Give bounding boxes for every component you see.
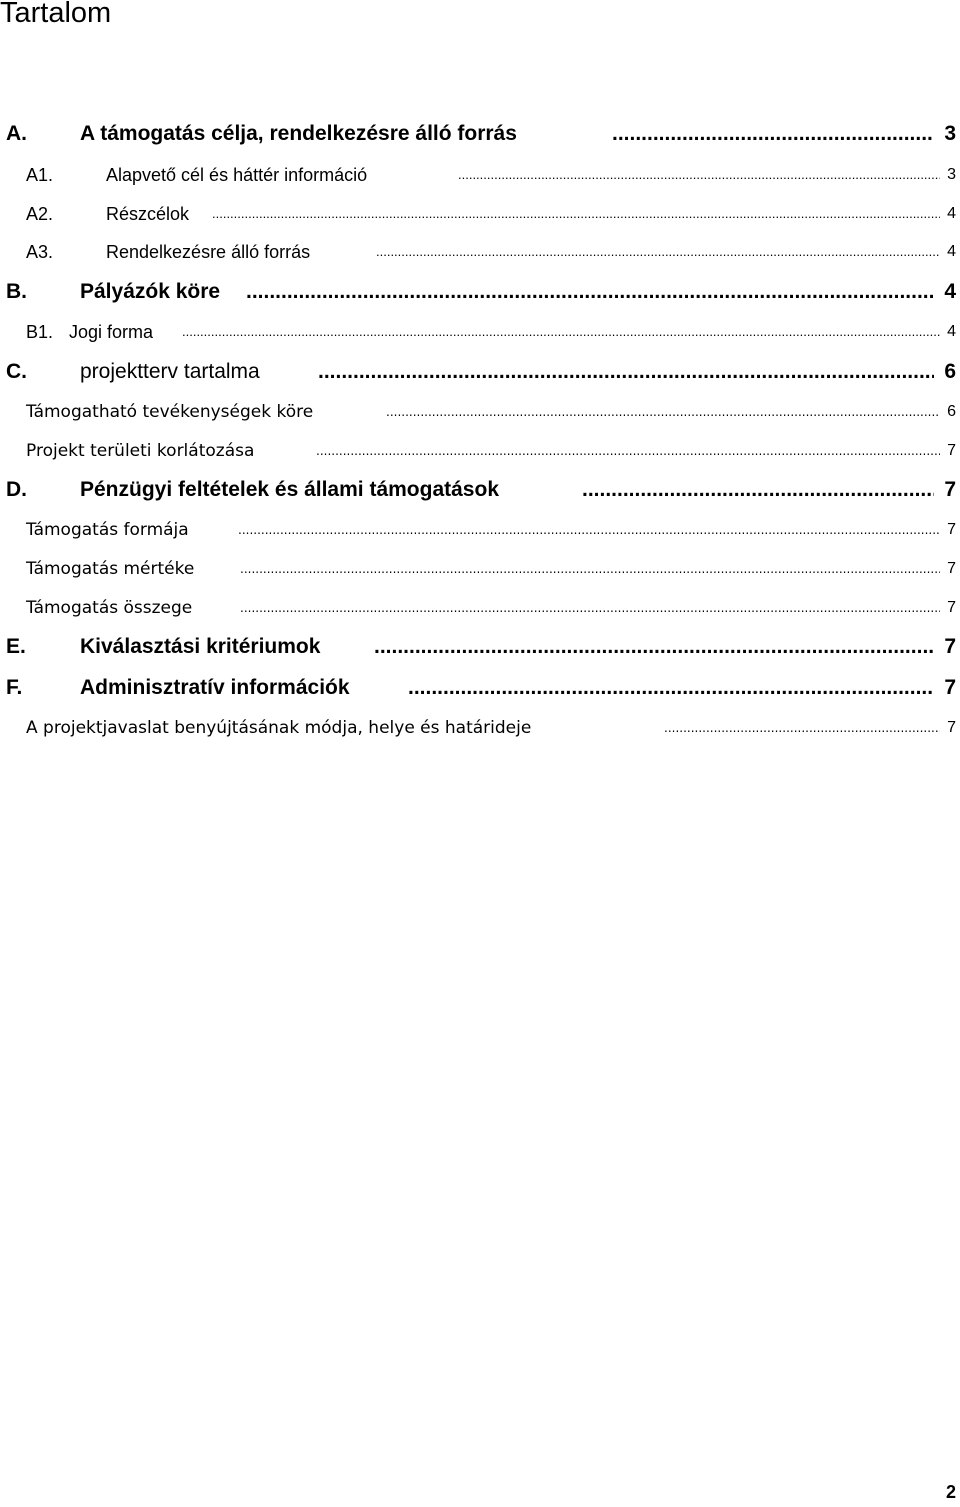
toc-entry-a3[interactable] [0, 240, 960, 266]
toc-entry-number: A3. [26, 242, 54, 262]
toc-entry-label: Jogi forma [69, 322, 154, 342]
toc-dot-leader [664, 716, 940, 736]
toc-entry-label: Projekt területi korlátozása [26, 441, 255, 461]
toc-entry-number: A1. [26, 165, 54, 185]
toc-entry-page: 6 [947, 403, 956, 420]
toc-entry-tamogatas-merteke[interactable] [0, 557, 960, 583]
toc-entry-b1[interactable] [0, 320, 960, 346]
toc-dot-leader [240, 596, 940, 616]
page-number: 2 [945, 1482, 956, 1502]
toc-entry-label: Alapvető cél és háttér információ [106, 165, 368, 185]
toc-entry-number: A2. [26, 204, 54, 224]
toc-entry-label: Támogatható tevékenységek köre [26, 402, 314, 422]
toc-entry-page: 7 [944, 676, 956, 699]
toc-entry-number: B1. [26, 322, 54, 342]
toc-dot-leader [246, 279, 934, 299]
toc-entry-label: Pénzügyi feltételek és állami támogatások [80, 478, 499, 501]
toc-entry-number: C. [6, 360, 27, 383]
toc-entry-page: 4 [947, 205, 956, 222]
toc-dot-leader [386, 400, 940, 420]
toc-entry-page: 7 [947, 521, 956, 538]
toc-entry-d[interactable] [0, 477, 960, 503]
toc-dot-leader [374, 634, 934, 654]
toc-entry-label: Rendelkezésre álló forrás [106, 242, 311, 262]
toc-entry-label: Pályázók köre [80, 280, 221, 303]
toc-dot-leader [612, 121, 934, 141]
toc-entry-number: D. [6, 478, 27, 501]
toc-entry-label: Támogatás összege [26, 598, 193, 618]
toc-entry-label: A támogatás célja, rendelkezésre álló forrás [80, 122, 517, 145]
toc-entry-a1[interactable] [0, 163, 960, 189]
toc-dot-leader [316, 439, 940, 459]
toc-entry-number: E. [6, 635, 26, 658]
toc-entry-page: 7 [944, 635, 956, 658]
toc-entry-b[interactable] [0, 279, 960, 305]
toc-dot-leader [240, 557, 940, 577]
toc-entry-label: Támogatás mértéke [26, 559, 195, 579]
toc-entry-label: Adminisztratív információk [80, 676, 350, 699]
toc-entry-tamogatas-osszege[interactable] [0, 596, 960, 622]
toc-entry-page: 7 [947, 560, 956, 577]
toc-dot-leader [582, 477, 934, 497]
toc-entry-a2[interactable] [0, 202, 960, 228]
toc-entry-number: F. [6, 676, 23, 699]
toc-entry-page: 7 [947, 442, 956, 459]
toc-entry-label: projektterv tartalma [80, 360, 260, 383]
toc-entry-label: Támogatás formája [26, 520, 189, 540]
toc-entry-c[interactable] [0, 359, 960, 385]
toc-entry-label: A projektjavaslat benyújtásának módja, helye és határideje [26, 718, 532, 738]
toc-entry-tamogathato[interactable] [0, 400, 960, 426]
toc-dot-leader [458, 163, 940, 183]
toc-entry-page: 7 [947, 719, 956, 736]
toc-entry-page: 6 [944, 360, 956, 383]
toc-dot-leader [376, 240, 940, 260]
toc-entry-page: 4 [947, 243, 956, 260]
toc-entry-e[interactable] [0, 634, 960, 660]
toc-entry-projekt-teruleti[interactable] [0, 439, 960, 465]
toc-entry-label: Részcélok [106, 204, 190, 224]
toc-entry-page: 3 [947, 166, 956, 183]
toc-entry-page: 4 [947, 323, 956, 340]
toc-entry-benyujtas[interactable] [0, 716, 960, 742]
toc-entry-a[interactable] [0, 121, 960, 147]
toc-entry-f[interactable] [0, 675, 960, 701]
toc-entry-label: Kiválasztási kritériumok [80, 635, 321, 658]
toc-dot-leader [212, 202, 940, 222]
toc-entry-page: 3 [944, 122, 956, 145]
toc-dot-leader [318, 359, 934, 379]
toc-entry-page: 7 [944, 478, 956, 501]
toc-entry-page: 4 [944, 280, 956, 303]
toc-entry-page: 7 [947, 599, 956, 616]
toc-entry-number: B. [6, 280, 27, 303]
page-title: Tartalom [0, 0, 112, 29]
toc-dot-leader [182, 320, 940, 340]
toc-dot-leader [408, 675, 934, 695]
toc-dot-leader [238, 518, 940, 538]
toc-entry-number: A. [6, 122, 27, 145]
toc-entry-tamogatas-formaja[interactable] [0, 518, 960, 544]
